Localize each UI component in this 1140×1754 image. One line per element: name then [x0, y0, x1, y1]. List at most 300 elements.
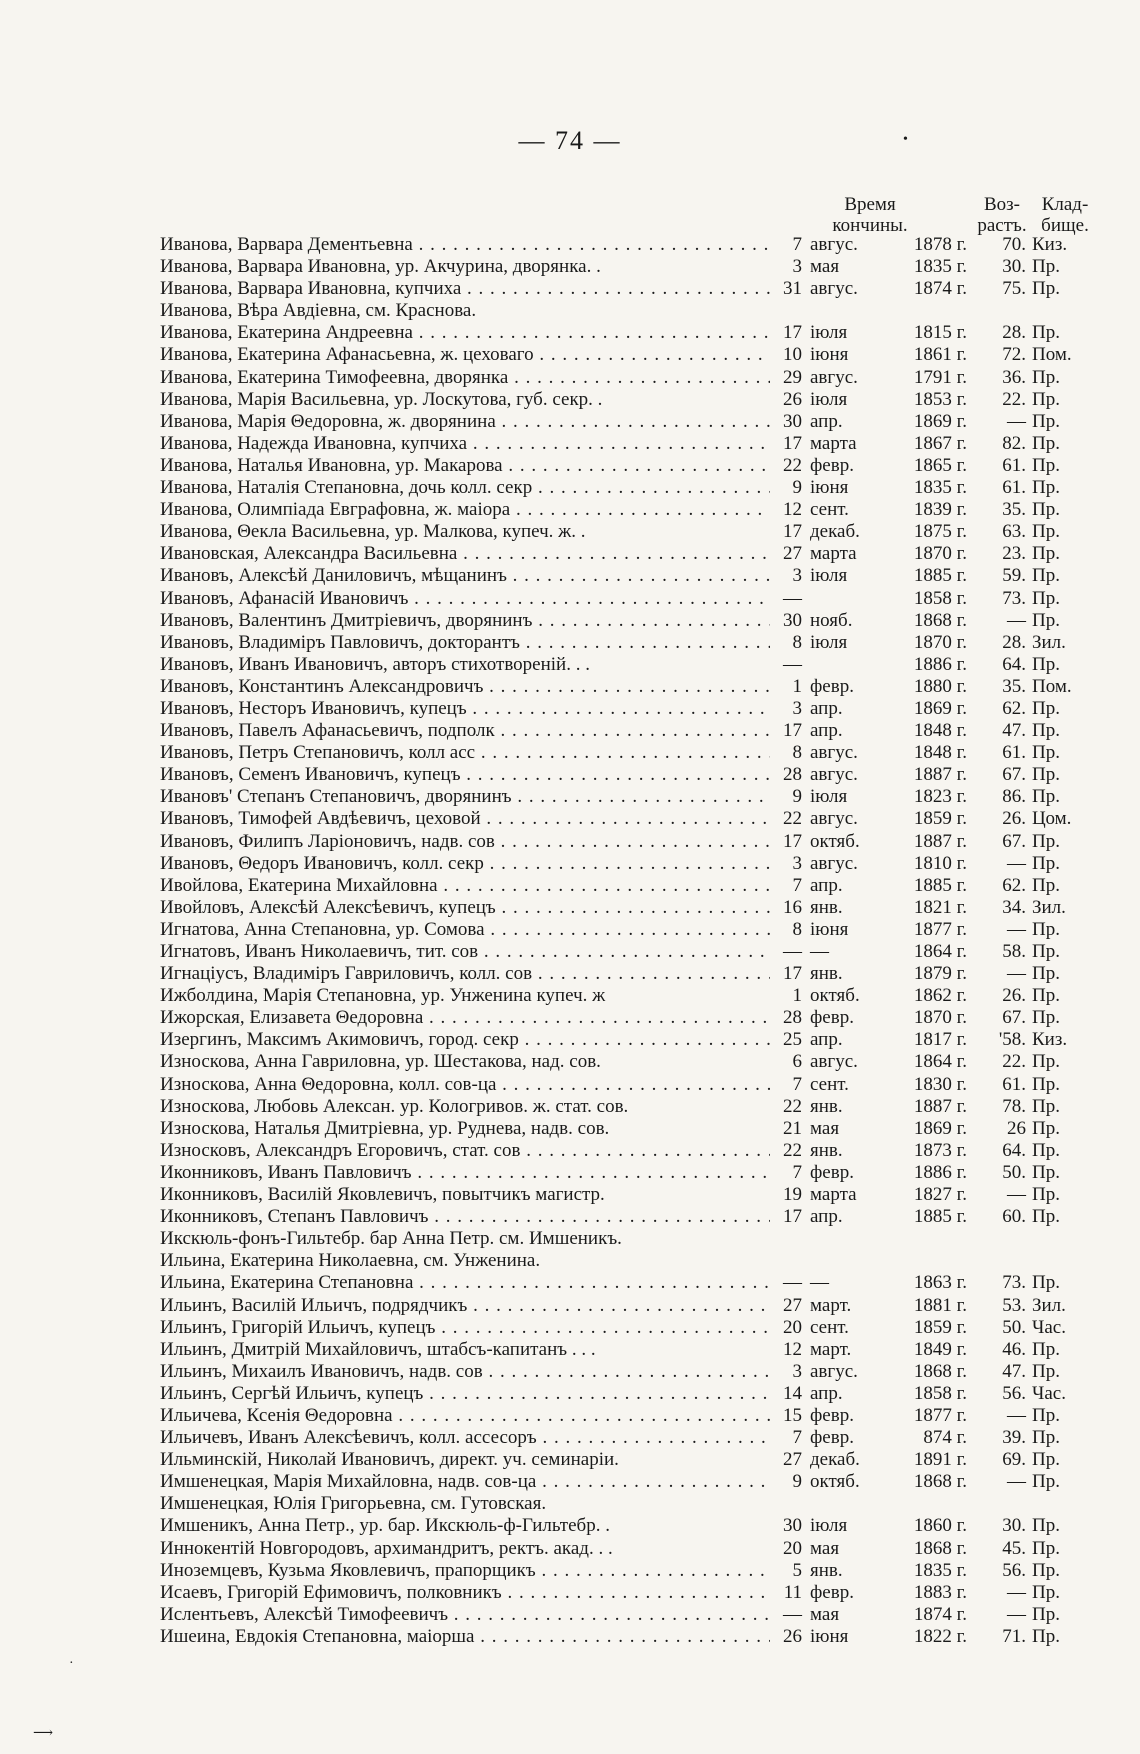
- entry-age: 30.: [1002, 256, 1026, 278]
- register-entry: [160, 1295, 1090, 1317]
- entry-year: 1868 г.: [913, 1471, 967, 1493]
- entry-cemetery: Пр.: [1032, 278, 1060, 300]
- register-entry: [160, 941, 1090, 963]
- entry-year: 1869 г.: [913, 410, 967, 432]
- entry-year: 1885 г.: [913, 874, 967, 896]
- entry-age: 64.: [1002, 653, 1026, 675]
- entry-day: 7: [792, 874, 802, 896]
- entry-day: 6: [792, 1051, 802, 1073]
- entry-cemetery: Зил.: [1032, 896, 1066, 918]
- register-entry: [160, 1029, 1090, 1051]
- entry-year: 1861 г.: [913, 344, 967, 366]
- entry-cemetery: Пр.: [1032, 1515, 1060, 1537]
- entry-cemetery: Пр.: [1032, 1471, 1060, 1493]
- entry-cemetery: Пр.: [1032, 941, 1060, 962]
- entry-cemetery: Пр.: [1032, 1095, 1060, 1117]
- entry-cemetery: Пр.: [1032, 454, 1060, 476]
- entry-day: 28: [783, 1007, 802, 1029]
- entry-day: 8: [792, 631, 802, 653]
- entry-year: 1877 г.: [913, 918, 967, 940]
- entry-name: Ижорская, Елизавета Θедоровна . . .: [160, 1007, 770, 1029]
- entry-name: Ивойловъ, Алексѣй Алексѣевичъ, купецъ . . .: [160, 897, 770, 919]
- entry-age: 28.: [1002, 631, 1026, 653]
- entry-cemetery: Пр.: [1032, 410, 1060, 432]
- register-entry: [160, 1582, 1090, 1604]
- entry-age: —: [1007, 1404, 1026, 1426]
- register-entry: [160, 831, 1090, 853]
- entry-year: 1869 г.: [913, 1117, 967, 1139]
- entry-month: декаб.: [810, 521, 860, 543]
- entry-cemetery: Пр.: [1032, 720, 1060, 742]
- entry-day: 7: [792, 234, 802, 255]
- entry-cemetery: Пр.: [1032, 609, 1060, 631]
- entry-name: Имшеникъ, Анна Петр., ур. бар. Икскюль-ф-Гильтебр. .: [160, 1515, 610, 1537]
- register-entry: [160, 322, 1090, 344]
- header-age: [972, 194, 1032, 236]
- entry-day: 3: [792, 565, 802, 587]
- register-entry: [160, 344, 1090, 366]
- entry-day: 11: [783, 1581, 802, 1603]
- entry-name: Иванова, Надежда Ивановна, купчиха . . .: [160, 433, 770, 455]
- entry-year: 1870 г.: [913, 1007, 967, 1029]
- entry-month: авгус.: [810, 808, 858, 830]
- entry-year: 1885 г.: [913, 565, 967, 587]
- entry-day: 9: [792, 477, 802, 499]
- register-entry: [160, 742, 1090, 764]
- entry-year: 1859 г.: [913, 1316, 967, 1338]
- register-entry: [160, 1272, 1090, 1294]
- entry-year: 1879 г.: [913, 963, 967, 985]
- entry-cemetery: Пр.: [1032, 256, 1060, 278]
- entry-month: янв.: [810, 963, 843, 985]
- entry-age: 26: [1007, 1117, 1026, 1139]
- entry-age: 46.: [1002, 1338, 1026, 1360]
- entry-name: Иванова, Екатерина Тимофеевна, дворянка . . .: [160, 367, 770, 389]
- entry-age: 34.: [1002, 896, 1026, 918]
- register-entry: [160, 256, 1090, 278]
- entry-month: авгус.: [810, 1360, 858, 1382]
- register-entry: [160, 1074, 1090, 1096]
- entry-month: авгус.: [810, 742, 858, 764]
- entry-cemetery: Пр.: [1032, 1581, 1060, 1603]
- entry-name: Игнатова, Анна Степановна, ур. Сомова . . .: [160, 919, 770, 941]
- entry-month: апр.: [810, 410, 843, 432]
- entry-age: 36.: [1002, 366, 1026, 388]
- entry-cemetery: Пр.: [1032, 1051, 1060, 1073]
- entry-month: марта: [810, 543, 857, 565]
- entry-day: 3: [792, 256, 802, 278]
- entry-cemetery: Пр.: [1032, 1537, 1060, 1559]
- entry-cemetery: Пр.: [1032, 1007, 1060, 1029]
- entry-day: 7: [792, 1161, 802, 1183]
- entry-name: Иванова, Марія Васильевна, ур. Лоскутова, губ. секр. .: [160, 388, 603, 410]
- header-cemetery: [1030, 194, 1100, 236]
- entry-cemetery: Пр.: [1032, 565, 1060, 587]
- header-time-line1: Время: [844, 194, 896, 215]
- entry-month: апр.: [810, 874, 843, 896]
- entry-name: Ивановъ, Θедоръ Ивановичъ, колл. секр . . .: [160, 853, 770, 875]
- register-entry: [160, 433, 1090, 455]
- entry-day: 25: [783, 1029, 802, 1051]
- entry-year: 1848 г.: [913, 720, 967, 742]
- register-entry: [160, 1405, 1090, 1427]
- register-entry: [160, 300, 1090, 322]
- entry-cemetery: Пр.: [1032, 1184, 1060, 1206]
- entry-year: 1874 г.: [913, 1603, 967, 1625]
- entry-age: 22.: [1002, 388, 1026, 410]
- entry-day: 15: [783, 1404, 802, 1426]
- entry-year: 1821 г.: [913, 896, 967, 918]
- register-entry: [160, 588, 1090, 610]
- entry-age: 60.: [1002, 1206, 1026, 1228]
- entry-age: 58.: [1002, 941, 1026, 962]
- entry-year: 1835 г.: [913, 1559, 967, 1581]
- entry-month: іюня: [810, 918, 849, 940]
- entry-year: 1827 г.: [913, 1184, 967, 1206]
- entry-age: '58.: [998, 1029, 1026, 1051]
- entry-age: —: [1007, 918, 1026, 940]
- entry-name: Ильина, Екатерина Степановна . . .: [160, 1272, 770, 1294]
- register-entry: [160, 1560, 1090, 1582]
- entry-day: 9: [792, 786, 802, 808]
- entry-year: 1887 г.: [913, 1095, 967, 1117]
- entry-day: 31: [783, 278, 802, 300]
- entry-month: авгус.: [810, 234, 858, 255]
- entry-month: марта: [810, 1184, 857, 1206]
- entry-month: іюля: [810, 786, 848, 808]
- entry-name: Имшенецкая, Марія Михайловна, надв. сов-ца . . .: [160, 1471, 770, 1493]
- entry-day: 26: [783, 1625, 802, 1647]
- entry-age: —: [1007, 1603, 1026, 1625]
- register-entry: [160, 1007, 1090, 1029]
- entry-name: Износкова, Любовь Алексан. ур. Кологривов. ж. стат. сов.: [160, 1095, 629, 1117]
- entry-cemetery: Час.: [1032, 1316, 1066, 1338]
- entry-month: апр.: [810, 1029, 843, 1051]
- entry-year: 1835 г.: [913, 256, 967, 278]
- entry-year: 1839 г.: [913, 499, 967, 521]
- entry-age: 62.: [1002, 874, 1026, 896]
- entry-age: 72.: [1002, 344, 1026, 366]
- entry-month: янв.: [810, 1559, 843, 1581]
- register-entry: [160, 565, 1090, 587]
- entry-year: 1822 г.: [913, 1625, 967, 1647]
- entry-month: февр.: [810, 675, 854, 697]
- entry-name: Ижболдина, Марія Степановна, ур. Унженина купеч. ж: [160, 985, 606, 1007]
- entry-month: авгус.: [810, 764, 858, 786]
- entry-name: Износкова, Наталья Дмитріевна, ур. Руднева, надв. сов.: [160, 1117, 610, 1139]
- entry-cemetery: Пр.: [1032, 1427, 1060, 1449]
- entry-day: 14: [783, 1382, 802, 1404]
- entry-day: —: [783, 1272, 802, 1294]
- entry-name: Ивановъ, Тимофей Авдѣевичъ, цеховой . . .: [160, 808, 770, 830]
- entry-name: Ивановъ, Семенъ Ивановичъ, купецъ . . .: [160, 764, 770, 786]
- entry-year: 1815 г.: [913, 322, 967, 344]
- entry-cemetery: Пом.: [1032, 675, 1072, 697]
- entry-cemetery: Пр.: [1032, 852, 1060, 874]
- entry-year: 1891 г.: [913, 1449, 967, 1471]
- entry-age: 59.: [1002, 565, 1026, 587]
- entry-day: 12: [783, 499, 802, 521]
- entry-day: 1: [792, 985, 802, 1007]
- entry-month: февр.: [810, 1007, 854, 1029]
- entry-year: 1885 г.: [913, 1206, 967, 1228]
- entry-month: сент.: [810, 499, 849, 521]
- entry-year: 1877 г.: [913, 1404, 967, 1426]
- entry-age: 63.: [1002, 521, 1026, 543]
- entry-year: 1817 г.: [913, 1029, 967, 1051]
- register-entry: [160, 499, 1090, 521]
- entry-age: 45.: [1002, 1537, 1026, 1559]
- entry-name: Ивановъ, Валентинъ Дмитріевичъ, дворянинъ . . .: [160, 610, 770, 632]
- entry-day: 22: [783, 1139, 802, 1161]
- entry-year: 1864 г.: [913, 941, 967, 962]
- entry-name: Иванова, Екатерина Андреевна . . .: [160, 322, 770, 344]
- entry-name: Иконниковъ, Иванъ Павловичъ . . .: [160, 1162, 770, 1184]
- entry-day: 3: [792, 697, 802, 719]
- entry-age: 69.: [1002, 1449, 1026, 1471]
- entry-cemetery: Пр.: [1032, 830, 1060, 852]
- entry-age: —: [1007, 1184, 1026, 1206]
- entry-name: Иванова, Екатерина Афанасьевна, ж. цеховаго . . .: [160, 344, 770, 366]
- entry-day: 27: [783, 543, 802, 565]
- entry-day: 29: [783, 366, 802, 388]
- entry-name: Ивановъ, Алексѣй Даниловичъ, мѣщанинъ . . .: [160, 565, 770, 587]
- entry-month: іюля: [810, 1515, 848, 1537]
- entry-year: 1810 г.: [913, 852, 967, 874]
- register-entry: [160, 411, 1090, 433]
- entry-month: октяб.: [810, 985, 860, 1007]
- register-entry: [160, 1383, 1090, 1405]
- entry-age: 86.: [1002, 786, 1026, 808]
- entry-month: сент.: [810, 1073, 849, 1095]
- entry-name: Иванова, Θекла Васильевна, ур. Малкова, купеч. ж. .: [160, 521, 586, 543]
- entry-name: Ишеина, Евдокія Степановна, маіорша . . .: [160, 1626, 770, 1648]
- entry-month: авгус.: [810, 1051, 858, 1073]
- entry-month: іюля: [810, 388, 848, 410]
- entry-name: Имшенецкая, Юлія Григорьевна, см. Гутовская.: [160, 1493, 547, 1515]
- entry-name: Ивановъ, Владиміръ Павловичъ, докторантъ . . .: [160, 632, 770, 654]
- entry-day: 17: [783, 720, 802, 742]
- entry-year: 1878 г.: [913, 234, 967, 255]
- entry-cemetery: Цом.: [1032, 808, 1072, 830]
- entry-month: авгус.: [810, 852, 858, 874]
- register-entry: [160, 1361, 1090, 1383]
- entry-name: Иванова, Наталія Степановна, дочь колл. секр . . .: [160, 477, 770, 499]
- entry-month: октяб.: [810, 830, 860, 852]
- entry-day: 10: [783, 344, 802, 366]
- entry-name: Ислентьевъ, Алексѣй Тимофеевичъ . . .: [160, 1604, 770, 1626]
- entry-age: 61.: [1002, 1073, 1026, 1095]
- register-entry: [160, 1140, 1090, 1162]
- register-entry: [160, 1471, 1090, 1493]
- header-time-of-death: [795, 194, 945, 236]
- entry-day: 8: [792, 918, 802, 940]
- entry-month: сент.: [810, 1316, 849, 1338]
- register-entry: [160, 1228, 1090, 1250]
- entry-day: 3: [792, 852, 802, 874]
- entry-month: февр.: [810, 454, 854, 476]
- entry-age: 35.: [1002, 675, 1026, 697]
- entry-name: Ильина, Екатерина Николаевна, см. Унженина.: [160, 1250, 541, 1272]
- entry-year: 1863 г.: [913, 1272, 967, 1294]
- entry-month: янв.: [810, 896, 843, 918]
- header-age-line1: Воз-: [983, 194, 1020, 215]
- register-entry: [160, 1250, 1090, 1272]
- entry-month: іюля: [810, 565, 848, 587]
- register-entry: [160, 786, 1090, 808]
- entry-year: 1848 г.: [913, 742, 967, 764]
- entry-day: 17: [783, 963, 802, 985]
- entry-name: Иванова, Марія Θедоровна, ж. дворянина . . .: [160, 411, 770, 433]
- entry-name: Иванова, Вѣра Авдіевна, см. Краснова.: [160, 300, 477, 322]
- register-entry: [160, 389, 1090, 411]
- burial-register-list: [160, 234, 1090, 1648]
- entry-name: Игнатовъ, Иванъ Николаевичъ, тит. сов . . .: [160, 941, 770, 963]
- register-entry: [160, 1427, 1090, 1449]
- entry-cemetery: Киз.: [1032, 1029, 1068, 1051]
- entry-cemetery: Пр.: [1032, 1338, 1060, 1360]
- column-headers: [0, 194, 1140, 238]
- header-cem-line1: Клад-: [1041, 194, 1089, 215]
- entry-month: мая: [810, 256, 840, 278]
- entry-cemetery: Пр.: [1032, 521, 1060, 543]
- entry-day: 30: [783, 410, 802, 432]
- register-entry: [160, 1626, 1090, 1648]
- margin-tick-mark: ·: [69, 1656, 74, 1671]
- entry-month: марта: [810, 432, 857, 454]
- register-entry: [160, 234, 1090, 256]
- entry-cemetery: Час.: [1032, 1382, 1066, 1404]
- entry-name: Ивановъ, Павелъ Афанасьевичъ, подполк . . .: [160, 720, 770, 742]
- entry-year: 1791 г.: [913, 366, 967, 388]
- entry-age: 56.: [1002, 1382, 1026, 1404]
- entry-day: 17: [783, 521, 802, 543]
- entry-name: Иноземцевъ, Кузьма Яковлевичъ, прапорщикъ . . .: [160, 1560, 770, 1582]
- entry-day: 19: [783, 1184, 802, 1206]
- entry-name: Износкова, Анна Θедоровна, колл. сов-ца . . .: [160, 1074, 770, 1096]
- entry-year: 1823 г.: [913, 786, 967, 808]
- entry-cemetery: Пр.: [1032, 742, 1060, 764]
- entry-cemetery: Пр.: [1032, 1559, 1060, 1581]
- entry-age: 30.: [1002, 1515, 1026, 1537]
- entry-month: іюля: [810, 322, 848, 344]
- entry-day: 22: [783, 808, 802, 830]
- entry-age: —: [1007, 1471, 1026, 1493]
- entry-year: 1887 г.: [913, 830, 967, 852]
- entry-name: Иванова, Наталья Ивановна, ур. Макарова . . .: [160, 455, 770, 477]
- register-entry: [160, 521, 1090, 543]
- register-entry: [160, 1162, 1090, 1184]
- entry-age: 71.: [1002, 1625, 1026, 1647]
- entry-day: 3: [792, 1360, 802, 1382]
- entry-name: Ильинъ, Дмитрій Михайловичъ, штабсъ-капитанъ . . .: [160, 1338, 596, 1360]
- entry-cemetery: Пр.: [1032, 653, 1060, 675]
- entry-day: 1: [792, 675, 802, 697]
- entry-age: 47.: [1002, 720, 1026, 742]
- register-entry: [160, 875, 1090, 897]
- register-entry: [160, 1317, 1090, 1339]
- entry-name: Ивановъ, Несторъ Ивановичъ, купецъ . . .: [160, 698, 770, 720]
- entry-month: декаб.: [810, 1449, 860, 1471]
- register-entry: [160, 278, 1090, 300]
- entry-year: 1835 г.: [913, 477, 967, 499]
- entry-name: Иконниковъ, Степанъ Павловичъ . . .: [160, 1206, 770, 1228]
- entry-day: 17: [783, 322, 802, 344]
- margin-arrow-mark: ⟶: [33, 1726, 54, 1741]
- entry-year: 1886 г.: [913, 653, 967, 675]
- entry-year: 1865 г.: [913, 454, 967, 476]
- register-entry: [160, 720, 1090, 742]
- entry-day: —: [783, 653, 802, 675]
- entry-year: 1853 г.: [913, 388, 967, 410]
- entry-day: 27: [783, 1449, 802, 1471]
- entry-month: іюня: [810, 1625, 849, 1647]
- entry-day: 22: [783, 454, 802, 476]
- register-entry: [160, 477, 1090, 499]
- entry-age: 61.: [1002, 454, 1026, 476]
- page-number: — 74 —: [518, 126, 622, 155]
- register-entry: [160, 1184, 1090, 1206]
- entry-name: Ивановъ, Филипъ Ларіоновичъ, надв. сов . . .: [160, 831, 770, 853]
- entry-name: Ильминскій, Николай Ивановичъ, директ. уч. семинаріи.: [160, 1449, 619, 1471]
- register-entry: [160, 1604, 1090, 1626]
- entry-year: 1875 г.: [913, 521, 967, 543]
- entry-name: Ильинъ, Григорій Ильичъ, купецъ . . .: [160, 1317, 770, 1339]
- entry-year: 1887 г.: [913, 764, 967, 786]
- entry-day: 20: [783, 1316, 802, 1338]
- entry-day: 12: [783, 1338, 802, 1360]
- entry-name: Износковъ, Александръ Егоровичъ, стат. сов . . .: [160, 1140, 770, 1162]
- entry-month: авгус.: [810, 278, 858, 300]
- register-entry: [160, 698, 1090, 720]
- entry-day: 16: [783, 896, 802, 918]
- register-entry: [160, 764, 1090, 786]
- entry-year: 1886 г.: [913, 1161, 967, 1183]
- header-time-line2: кончины.: [832, 215, 908, 236]
- entry-month: март.: [810, 1294, 852, 1316]
- entry-month: февр.: [810, 1581, 854, 1603]
- entry-month: февр.: [810, 1161, 854, 1183]
- entry-cemetery: Пр.: [1032, 1360, 1060, 1382]
- entry-day: 30: [783, 1515, 802, 1537]
- entry-month: апр.: [810, 1382, 843, 1404]
- entry-age: 78.: [1002, 1095, 1026, 1117]
- entry-day: 17: [783, 432, 802, 454]
- entry-month: —: [810, 1272, 829, 1294]
- entry-name: Иннокентій Новгородовъ, архимандритъ, ректъ. акад. . .: [160, 1537, 613, 1559]
- entry-day: —: [783, 587, 802, 609]
- entry-name: Ивановъ, Иванъ Ивановичъ, авторъ стихотвореній. . .: [160, 653, 590, 675]
- entry-age: 73.: [1002, 1272, 1026, 1294]
- entry-name: Иконниковъ, Василій Яковлевичъ, повытчикъ магистр.: [160, 1184, 605, 1206]
- entry-age: 67.: [1002, 764, 1026, 786]
- register-entry: [160, 919, 1090, 941]
- entry-name: Ивойлова, Екатерина Михайловна . . .: [160, 875, 770, 897]
- entry-name: Икскюль-фонъ-Гильтебр. бар Анна Петр. см. Имшеникъ.: [160, 1228, 622, 1250]
- entry-year: 1880 г.: [913, 675, 967, 697]
- register-entry: [160, 985, 1090, 1007]
- entry-cemetery: Пр.: [1032, 1139, 1060, 1161]
- entry-day: 30: [783, 609, 802, 631]
- entry-cemetery: Пр.: [1032, 1404, 1060, 1426]
- register-entry: [160, 853, 1090, 875]
- register-entry: [160, 1339, 1090, 1361]
- entry-cemetery: Пр.: [1032, 1206, 1060, 1228]
- entry-day: 20: [783, 1537, 802, 1559]
- entry-cemetery: Пр.: [1032, 477, 1060, 499]
- entry-age: 64.: [1002, 1139, 1026, 1161]
- entry-year: 1859 г.: [913, 808, 967, 830]
